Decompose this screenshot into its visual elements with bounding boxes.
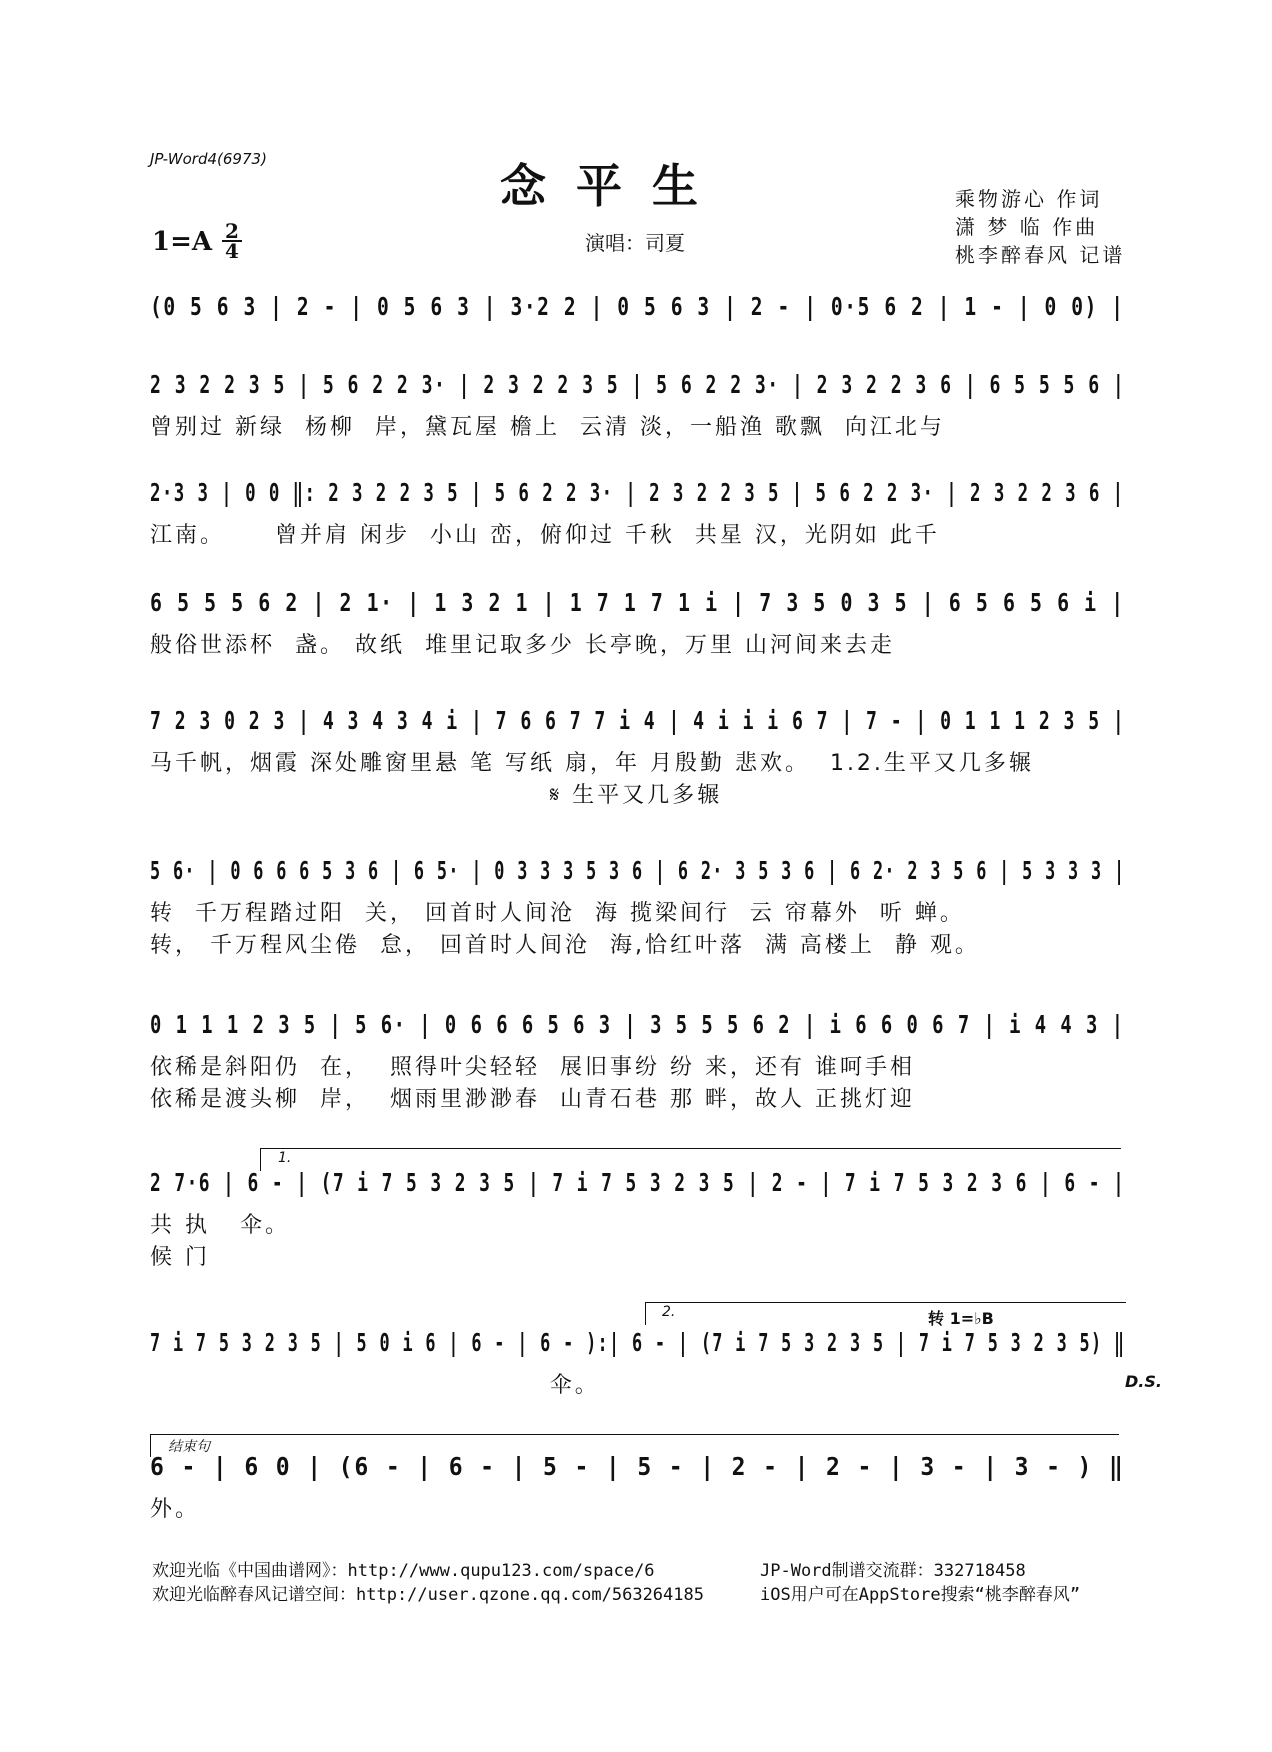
- notation-line: 2 3 2 2 3 5 | 5 6 2 2 3· | 2 3 2 2 3 5 | 5 6 2 2 3· | 2 3 2 2 3 6 | 6 5 5 5 6 |: [150, 370, 1126, 399]
- lyric-line: 外。: [150, 1497, 201, 1522]
- lyric-line: 共 执 伞。: [150, 1213, 290, 1238]
- lyric-line: 依稀是斜阳仍 在， 照得叶尖轻轻 展旧事纷 纷 来，还有 谁呵手相: [150, 1055, 915, 1080]
- lyricist-credit: 乘物游心 作词: [955, 187, 1103, 211]
- notation-line: 7 i 7 5 3 2 3 5 | 5 0 i 6 | 6 - | 6 - ):| 6 - | (7 i 7 5 3 2 3 5 | 7 i 7 5 3 2 3 5) ‖: [150, 1328, 1126, 1357]
- composer-credit: 潇 梦 临 作曲: [955, 215, 1099, 239]
- lyric-line: 转， 千万程风尘倦 怠， 回首时人间沧 海,恰红叶落 满 高楼上 静 观。: [150, 933, 980, 958]
- notation-line: 5 6· | 0 6 6 6 5 3 6 | 6 5· | 0 3 3 3 5 3 6 | 6 2· 3 5 3 6 | 6 2· 2 3 5 6 | 5 3 3 3 |: [150, 856, 1126, 885]
- software-source-label: JP-Word4(6973): [150, 150, 267, 168]
- footer-group: JP-Word制谱交流群：332718458: [760, 1561, 1026, 1581]
- ending-1-label: 1.: [278, 1150, 292, 1166]
- notation-line: (0 5 6 3 | 2 - | 0 5 6 3 | 3·2 2 | 0 5 6 3 | 2 - | 0·5 6 2 | 1 - | 0 0) |: [150, 292, 1125, 321]
- notation-line: 6 5 5 5 6 2 | 2 1· | 1 3 2 1 | 1 7 1 7 1 i | 7 3 5 0 3 5 | 6 5 6 5 6 i |: [150, 588, 1125, 617]
- key-signature: 1=A: [152, 227, 213, 257]
- time-signature: [222, 219, 242, 263]
- dal-segno-marker: D.S.: [1125, 1372, 1162, 1391]
- transcriber-credit: 桃李醉春风 记谱: [955, 243, 1126, 267]
- ending-2-label: 2.: [662, 1304, 676, 1320]
- time-denominator: 4: [222, 240, 242, 260]
- lyric-line: 马千帆，烟霞 深处雕窗里悬 笔 写纸 扇，年 月殷勤 悲欢。 1.2.生平又几多辗: [150, 751, 1034, 776]
- lyric-line: 转 千万程踏过阳 关， 回首时人间沧 海 揽梁间行 云 帘幕外 听 蝉。: [150, 901, 965, 926]
- lyric-line: 𝄋 生平又几多辗: [150, 783, 723, 808]
- lyric-line: 候 门: [150, 1245, 210, 1270]
- notation-line: 0 1 1 1 2 3 5 | 5 6· | 0 6 6 6 5 6 3 | 3 5 5 5 6 2 | i 6 6 0 6 7 | i 4 4 3 |: [150, 1010, 1125, 1039]
- footer-ios: iOS用户可在AppStore搜索“桃李醉春风”: [760, 1585, 1081, 1605]
- lyric-line: 伞。: [150, 1373, 600, 1398]
- singer-credit: 演唱：司夏: [585, 231, 685, 255]
- notation-line: 7 2 3 0 2 3 | 4 3 4 3 4 i | 7 6 6 7 7 i 4 | 4 i i i 6 7 | 7 - | 0 1 1 1 2 3 5 |: [150, 706, 1126, 735]
- modulation-marker: 转 1=♭B: [928, 1309, 994, 1328]
- lyric-line: 依稀是渡头柳 岸， 烟雨里渺渺春 山青石巷 那 畔，故人 正挑灯迎: [150, 1087, 915, 1112]
- song-title: 念平生: [500, 159, 728, 213]
- notation-line: 6 - | 6 0 | (6 - | 6 - | 5 - | 5 - | 2 - | 2 - | 3 - | 3 - ) ‖: [150, 1452, 1125, 1481]
- volta-bracket-2: [645, 1302, 1126, 1325]
- lyric-line: 江南。 曾并肩 闲步 小山 峦，俯仰过 千秋 共星 汉，光阴如 此千: [150, 523, 940, 548]
- notation-line: 2·3 3 | 0 0 ‖: 2 3 2 2 3 5 | 5 6 2 2 3· | 2 3 2 2 3 5 | 5 6 2 2 3· | 2 3 2 2 3 6 |: [150, 478, 1125, 507]
- time-numerator: 2: [225, 219, 239, 243]
- footer-link-2: 欢迎光临醉春风记谱空间：http://user.qzone.qq.com/563264185: [152, 1585, 704, 1605]
- lyric-line: 曾别过 新绿 杨柳 岸，黛瓦屋 檐上 云清 淡，一船渔 歌飘 向江北与: [150, 415, 945, 440]
- notation-line: 2 7·6 | 6 - | (7 i 7 5 3 2 3 5 | 7 i 7 5 3 2 3 5 | 2 - | 7 i 7 5 3 2 3 6 | 6 - |: [150, 1168, 1126, 1197]
- credits-block: [955, 185, 1125, 269]
- coda-label: 结束句: [168, 1439, 210, 1455]
- footer-link-1: 欢迎光临《中国曲谱网》：http://www.qupu123.com/space/6: [152, 1561, 655, 1581]
- lyric-line: 般俗世添杯 盏。 故纸 堆里记取多少 长亭晚，万里 山河间来去走: [150, 633, 895, 658]
